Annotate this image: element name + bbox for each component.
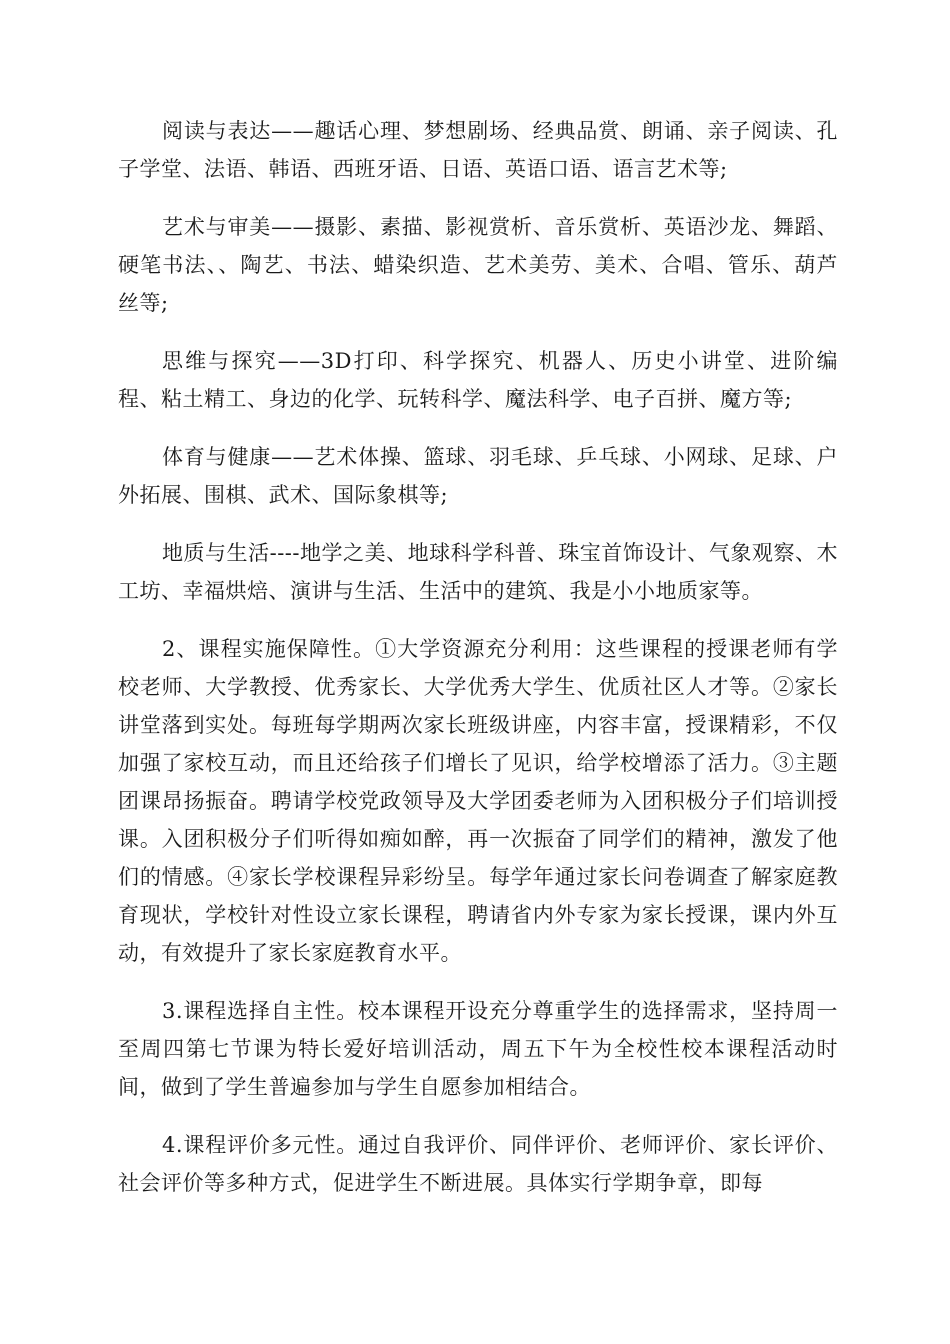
paragraph-art-aesthetics: 艺术与审美——摄影、素描、影视赏析、音乐赏析、英语沙龙、舞蹈、硬笔书法、、陶艺、书法、蜡染织造、艺术美劳、美术、合唱、管乐、葫芦丝等;: [118, 215, 838, 315]
document-body: [118, 112, 838, 1222]
paragraph-implementation-guarantee: 2、课程实施保障性。①大学资源充分利用：这些课程的授课老师有学校老师、大学教授、优秀家长、大学优秀大学生、优质社区人才等。②家长讲堂落到实处。每班每学期两次家长班级讲座，内容丰富，授课精彩，不仅加强了家校互动，而且还给孩子们增长了见识，给学校增添了活力。③主题团课昂扬振奋。聘请学校党政领导及大学团委老师为入团积极分子们培训授课。入团积极分子们听得如痴如醉，再一次振奋了同学们的精神，激发了他们的情感。④家长学校课程异彩纷呈。每学年通过家长问卷调查了解家庭教育现状，学校针对性设立家长课程，聘请省内外专家为家长授课，课内外互动，有效提升了家长家庭教育水平。: [118, 637, 838, 965]
paragraph-course-evaluation: 4.课程评价多元性。通过自我评价、同伴评价、老师评价、家长评价、社会评价等多种方式，促进学生不断进展。具体实行学期争章，即每: [118, 1133, 838, 1195]
paragraph-course-selection: 3.课程选择自主性。校本课程开设充分尊重学生的选择需求，坚持周一至周四第七节课为特长爱好培训活动，周五下午为全校性校本课程活动时间，做到了学生普遍参加与学生自愿参加相结合。: [118, 999, 838, 1099]
paragraph-sports-health: 体育与健康——艺术体操、篮球、羽毛球、乒乓球、小网球、足球、户外拓展、围棋、武术、国际象棋等;: [118, 445, 838, 507]
paragraph-reading-expression: 阅读与表达——趣话心理、梦想剧场、经典品赏、朗诵、亲子阅读、孔子学堂、法语、韩语、西班牙语、日语、英语口语、语言艺术等;: [118, 119, 838, 181]
paragraph-geology-life: 地质与生活----地学之美、地球科学科普、珠宝首饰设计、气象观察、木工坊、幸福烘焙、演讲与生活、生活中的建筑、我是小小地质家等。: [118, 541, 838, 603]
paragraph-thinking-exploration: 思维与探究——3D打印、科学探究、机器人、历史小讲堂、进阶编程、粘土精工、身边的化学、玩转科学、魔法科学、电子百拼、魔方等;: [118, 349, 838, 411]
